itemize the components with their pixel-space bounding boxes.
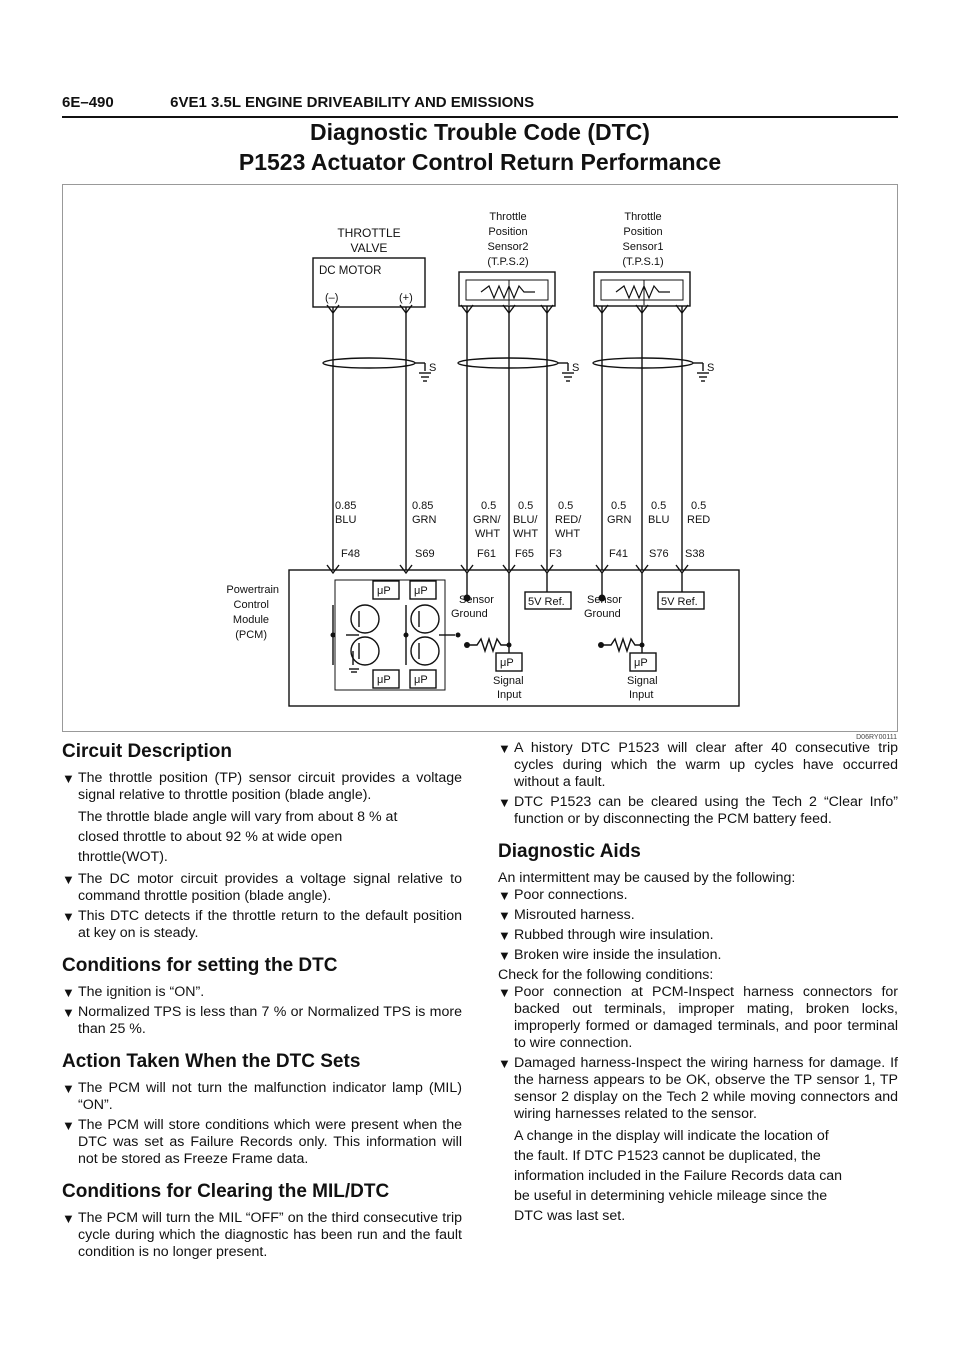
circuit-item-1: ▼ The throttle position (TP) sensor circuit provides a voltage signal relative to throttle position (blade angle). <box>62 770 462 804</box>
up-chip-6: μP <box>634 657 648 669</box>
wire-color-7: BLU <box>648 514 670 526</box>
aids-sub-line-4: be useful in determining vehicle mileage since the <box>514 1188 828 1204</box>
wire-color-4b: WHT <box>513 528 539 540</box>
page-header <box>62 94 534 111</box>
wire-color-2: GRN <box>412 514 437 526</box>
tps1-box <box>594 272 690 306</box>
dc-motor-label: DC MOTOR <box>319 265 382 277</box>
right-column <box>498 740 898 1230</box>
wire-gauge-7: 0.5 <box>651 500 667 512</box>
circuit-sub-line-2: closed throttle to about 92 % at wide open <box>78 829 343 845</box>
aids-check-intro: Check for the following conditions: <box>498 967 714 983</box>
header-rule <box>62 116 898 118</box>
aids-cause-4: ▼ Broken wire inside the insulation. <box>498 947 898 964</box>
signal-input-2-b: Input <box>497 689 522 701</box>
dtc-title-line2: P1523 Actuator Control Return Performance <box>238 149 722 175</box>
wire-gauge-6: 0.5 <box>611 500 627 512</box>
clearing-item-3: ▼ DTC P1523 can be cleared using the Tech 2 “Clear Info” function or by disconnecting the PCM battery feed. <box>498 794 898 828</box>
conditions-item-1: ▼ The ignition is “ON”. <box>62 984 462 1001</box>
aids-intro: An intermittent may be caused by the following: <box>498 870 796 886</box>
up-chip-2: μP <box>414 585 428 597</box>
page-number: 6E–490 <box>62 94 114 111</box>
wire-pin-8: S38 <box>685 548 705 560</box>
shield-label-3: S <box>707 362 715 374</box>
wire-gauge-8: 0.5 <box>691 500 707 512</box>
wire-color-3a: GRN/ <box>473 514 501 526</box>
action-item-1: ▼ The PCM will not turn the malfunction indicator lamp (MIL) “ON”. <box>62 1080 462 1114</box>
aids-sub-line-5: DTC was last set. <box>514 1208 626 1224</box>
wire-pin-3: F61 <box>477 548 496 560</box>
circuit-item-3: ▼ This DTC detects if the throttle return to the default position at key on is steady. <box>62 908 462 942</box>
sensor-ground-2-a: Sensor <box>459 594 494 606</box>
tps2-label-1: Throttle <box>489 211 527 223</box>
left-column <box>62 740 462 1264</box>
pcm-label-1: Powertrain <box>226 584 279 596</box>
sensor-ground-1-b: Ground <box>584 608 621 620</box>
wire-pin-7: S76 <box>649 548 669 560</box>
diagram-code: D06RY00111 <box>856 734 897 741</box>
diagnostic-aids-heading: Diagnostic Aids <box>498 841 641 862</box>
aids-cause-1: ▼ Poor connections. <box>498 887 898 904</box>
circuit-sub-note <box>62 807 462 867</box>
section-title: 6VE1 3.5L ENGINE DRIVEABILITY AND EMISSIONS <box>170 94 535 111</box>
aids-sub-line-3: information included in the Failure Records data can <box>514 1168 843 1184</box>
aids-sub-line-1: A change in the display will indicate the location of <box>514 1128 829 1144</box>
wire-gauge-2: 0.85 <box>412 500 434 512</box>
wiring-diagram <box>62 184 898 732</box>
aids-check-1: ▼ Poor connection at PCM-Inspect harness connectors for backed out terminals, improper mating, broken locks, improperly formed or damaged terminals, and poor terminal to wire connection. <box>498 984 898 1052</box>
action-heading: Action Taken When the DTC Sets <box>62 1051 361 1072</box>
conditions-item-2: ▼ Normalized TPS is less than 7 % or Normalized TPS is more than 25 %. <box>62 1004 462 1038</box>
tps1-label-3: Sensor1 <box>622 241 664 253</box>
shield-label-2: S <box>572 362 580 374</box>
wire-pin-1: F48 <box>341 548 360 560</box>
wire-color-4a: BLU/ <box>513 514 538 526</box>
tps1-label-4: (T.P.S.1) <box>622 256 664 268</box>
circuit-item-2: ▼ The DC motor circuit provides a voltage signal relative to command throttle position (blade angle). <box>62 871 462 905</box>
action-item-2: ▼ The PCM will store conditions which were present when the DTC was set as Failure Records only. This information will not be stored as Freeze Frame data. <box>62 1117 462 1168</box>
circuit-sub-line-1: The throttle blade angle will vary from about 8 % at <box>78 809 398 825</box>
conditions-heading: Conditions for setting the DTC <box>62 955 338 976</box>
dc-minus-label: (–) <box>325 292 339 304</box>
throttle-valve-label-1: THROTTLE <box>337 226 401 240</box>
wire-gauge-5: 0.5 <box>558 500 574 512</box>
tps1-label-1: Throttle <box>624 211 662 223</box>
wire-color-6: GRN <box>607 514 632 526</box>
wire-color-5b: WHT <box>555 528 581 540</box>
pcm-label-3: Module <box>232 614 269 626</box>
wire-color-3b: WHT <box>475 528 501 540</box>
shield-label-1: S <box>429 362 437 374</box>
clearing-heading: Conditions for Clearing the MIL/DTC <box>62 1181 390 1202</box>
tps2-label-3: Sensor2 <box>487 241 529 253</box>
sensor-ground-1-a: Sensor <box>587 594 622 606</box>
up-chip-4: μP <box>414 674 428 686</box>
wire-pin-5: F3 <box>549 548 562 560</box>
up-chip-1: μP <box>377 585 391 597</box>
aids-sub-line-2: the fault. If DTC P1523 cannot be duplicated, the <box>514 1148 821 1164</box>
wire-gauge-1: 0.85 <box>335 500 357 512</box>
aids-cause-2: ▼ Misrouted harness. <box>498 907 898 924</box>
five-v-ref-1: 5V Ref. <box>661 596 698 608</box>
aids-check-2: ▼ Damaged harness-Inspect the wiring harness for damage. If the harness appears to be OK, observe the TP sensor 1, TP sensor 2 display on the Tech 2 while moving connectors and wiring harnesses related to the sensor. <box>498 1055 898 1123</box>
tps2-box <box>459 272 555 306</box>
wire-pin-2: S69 <box>415 548 435 560</box>
shield-2 <box>458 358 558 368</box>
signal-input-2-a: Signal <box>493 675 524 687</box>
five-v-ref-2: 5V Ref. <box>528 596 565 608</box>
wire-pin-4: F65 <box>515 548 534 560</box>
dtc-title-line1: Diagnostic Trouble Code (DTC) <box>310 119 650 145</box>
tps2-label-4: (T.P.S.2) <box>487 256 529 268</box>
sensor-ground-2-b: Ground <box>451 608 488 620</box>
tps2-label-2: Position <box>488 226 528 238</box>
clearing-item-2: ▼ A history DTC P1523 will clear after 40 consecutive trip cycles during which the warm up cycles have occurred without a fault. <box>498 740 898 791</box>
pcm-label-4: (PCM) <box>235 629 267 641</box>
signal-input-1-a: Signal <box>627 675 658 687</box>
dc-plus-label: (+) <box>399 292 413 304</box>
signal-input-1-b: Input <box>629 689 654 701</box>
wire-color-8: RED <box>687 514 711 526</box>
wire-gauge-3: 0.5 <box>481 500 497 512</box>
clearing-item-1: ▼ The PCM will turn the MIL “OFF” on the third consecutive trip cycle during which the diagnostic has been run and the fault condition is no longer present. <box>62 1210 462 1261</box>
aids-cause-3: ▼ Rubbed through wire insulation. <box>498 927 898 944</box>
circuit-description-heading: Circuit Description <box>62 741 232 762</box>
throttle-valve-label-2: VALVE <box>350 241 388 255</box>
shield-1 <box>323 358 415 368</box>
up-chip-5: μP <box>500 657 514 669</box>
shield-3 <box>593 358 693 368</box>
wire-gauge-4: 0.5 <box>518 500 534 512</box>
wire-pin-6: F41 <box>609 548 628 560</box>
wire-color-1: BLU <box>335 514 357 526</box>
wire-color-5a: RED/ <box>555 514 582 526</box>
wiring-diagram-svg <box>63 185 899 733</box>
up-chip-3: μP <box>377 674 391 686</box>
pcm-label-2: Control <box>233 599 269 611</box>
tps1-label-2: Position <box>623 226 663 238</box>
aids-sub-note <box>498 1126 898 1226</box>
circuit-sub-line-3: throttle(WOT). <box>78 849 168 865</box>
